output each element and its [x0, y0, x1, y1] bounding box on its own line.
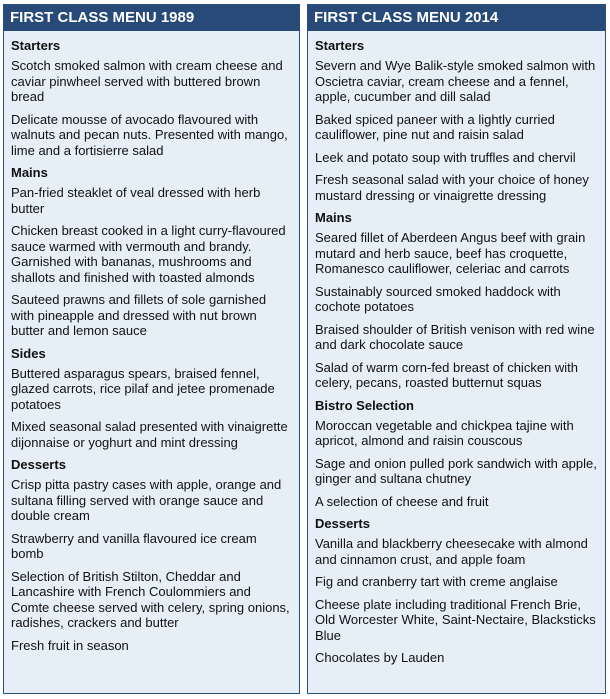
- menu-item: Fresh fruit in season: [11, 637, 129, 653]
- section-heading-bistro-selection: Bistro Selection: [315, 397, 414, 413]
- section-heading-desserts: Desserts: [315, 516, 370, 531]
- section-heading-mains: Mains: [315, 210, 352, 225]
- menu-item: Baked spiced paneer with a lightly curried cauliflower, pine nut and raisin salad: [315, 111, 555, 142]
- section-heading-sides: Sides: [11, 345, 46, 361]
- menu-item: Fig and cranberry tart with creme anglaise: [315, 574, 558, 589]
- menu-item: Salad of warm corn-fed breast of chicken with celery, pecans, roasted butternut squas: [315, 359, 579, 390]
- menu-title: FIRST CLASS MENU 2014: [308, 5, 605, 31]
- menu-item: Chocolates by Lauden: [315, 650, 445, 665]
- menu-item: Sustainably sourced smoked haddock with cochote potatoes: [315, 283, 561, 314]
- menu-item: Delicate mousse of avocado flavoured with walnuts and pecan nuts. Presented with mango, lime and a fortisierre salad: [11, 111, 288, 158]
- menu-title: FIRST CLASS MENU 1989: [4, 5, 299, 31]
- menu-body: [308, 31, 605, 666]
- menu-item: Severn and Wye Balik-style smoked salmon with Oscietra caviar, cream cheese and a fennel, apple, cucumber and dill salad: [315, 58, 596, 104]
- menu-item: Fresh seasonal salad with your choice of honey mustard dressing or vinaigrette dressing: [315, 172, 589, 203]
- menu-item: Selection of British Stilton, Cheddar and Lancashire with French Coulommiers and Comte cheese served with celery, spring onions, radishes, crackers and butter: [11, 568, 290, 630]
- menu-item: Braised shoulder of British venison with red wine and dark chocolate sauce: [315, 321, 595, 352]
- menu-item: Seared fillet of Aberdeen Angus beef with grain mutard and herb sauce, beef has croquette, Romanesco cauliflower, celeriac and carrots: [315, 230, 586, 276]
- menu-item: Cheese plate including traditional French Brie, Old Worcester White, Saint-Nectaire, Blacksticks Blue: [315, 596, 596, 643]
- menu-item: Sage and onion pulled pork sandwich with apple, ginger and sultana chutney: [315, 455, 597, 486]
- menu-item: Moroccan vegetable and chickpea tajine with apricot, almond and raisin couscous: [315, 417, 574, 448]
- menu-item: Leek and potato soup with truffles and chervil: [315, 149, 576, 165]
- menu-item: Vanilla and blackberry cheesecake with almond and cinnamon crust, and apple foam: [315, 536, 588, 567]
- menu-item: Buttered asparagus spears, braised fennel, glazed carrots, rice pilaf and jetee promenade potatoes: [11, 365, 275, 412]
- menu-item: Chicken breast cooked in a light curry-flavoured sauce warmed with vermouth and brandy. Garnished with bananas, mushrooms and shallots and finished with toasted almonds: [11, 223, 286, 285]
- menu-item: Sauteed prawns and fillets of sole garnished with pineapple and dressed with nut brown butter and lemon sauce: [11, 292, 267, 338]
- menu-body: [4, 31, 299, 653]
- menu-item: Pan-fried steaklet of veal dressed with herb butter: [11, 185, 261, 216]
- section-heading-starters: Starters: [315, 38, 365, 53]
- menu-panel-1989: [3, 4, 300, 694]
- section-heading-starters: Starters: [11, 38, 61, 53]
- section-heading-mains: Mains: [11, 165, 48, 180]
- menu-item: Scotch smoked salmon with cream cheese and caviar pinwheel served with buttered brown bread: [11, 58, 283, 104]
- menu-panel-2014: [307, 4, 606, 694]
- section-heading-desserts: Desserts: [11, 457, 66, 472]
- menu-item: Mixed seasonal salad presented with vinaigrette dijonnaise or yoghurt and mint dressing: [11, 419, 288, 450]
- menu-item: A selection of cheese and fruit: [315, 493, 489, 509]
- menu-item: Strawberry and vanilla flavoured ice cream bomb: [11, 530, 257, 561]
- menu-item: Crisp pitta pastry cases with apple, orange and sultana filling served with orange sauce and double cream: [11, 477, 282, 523]
